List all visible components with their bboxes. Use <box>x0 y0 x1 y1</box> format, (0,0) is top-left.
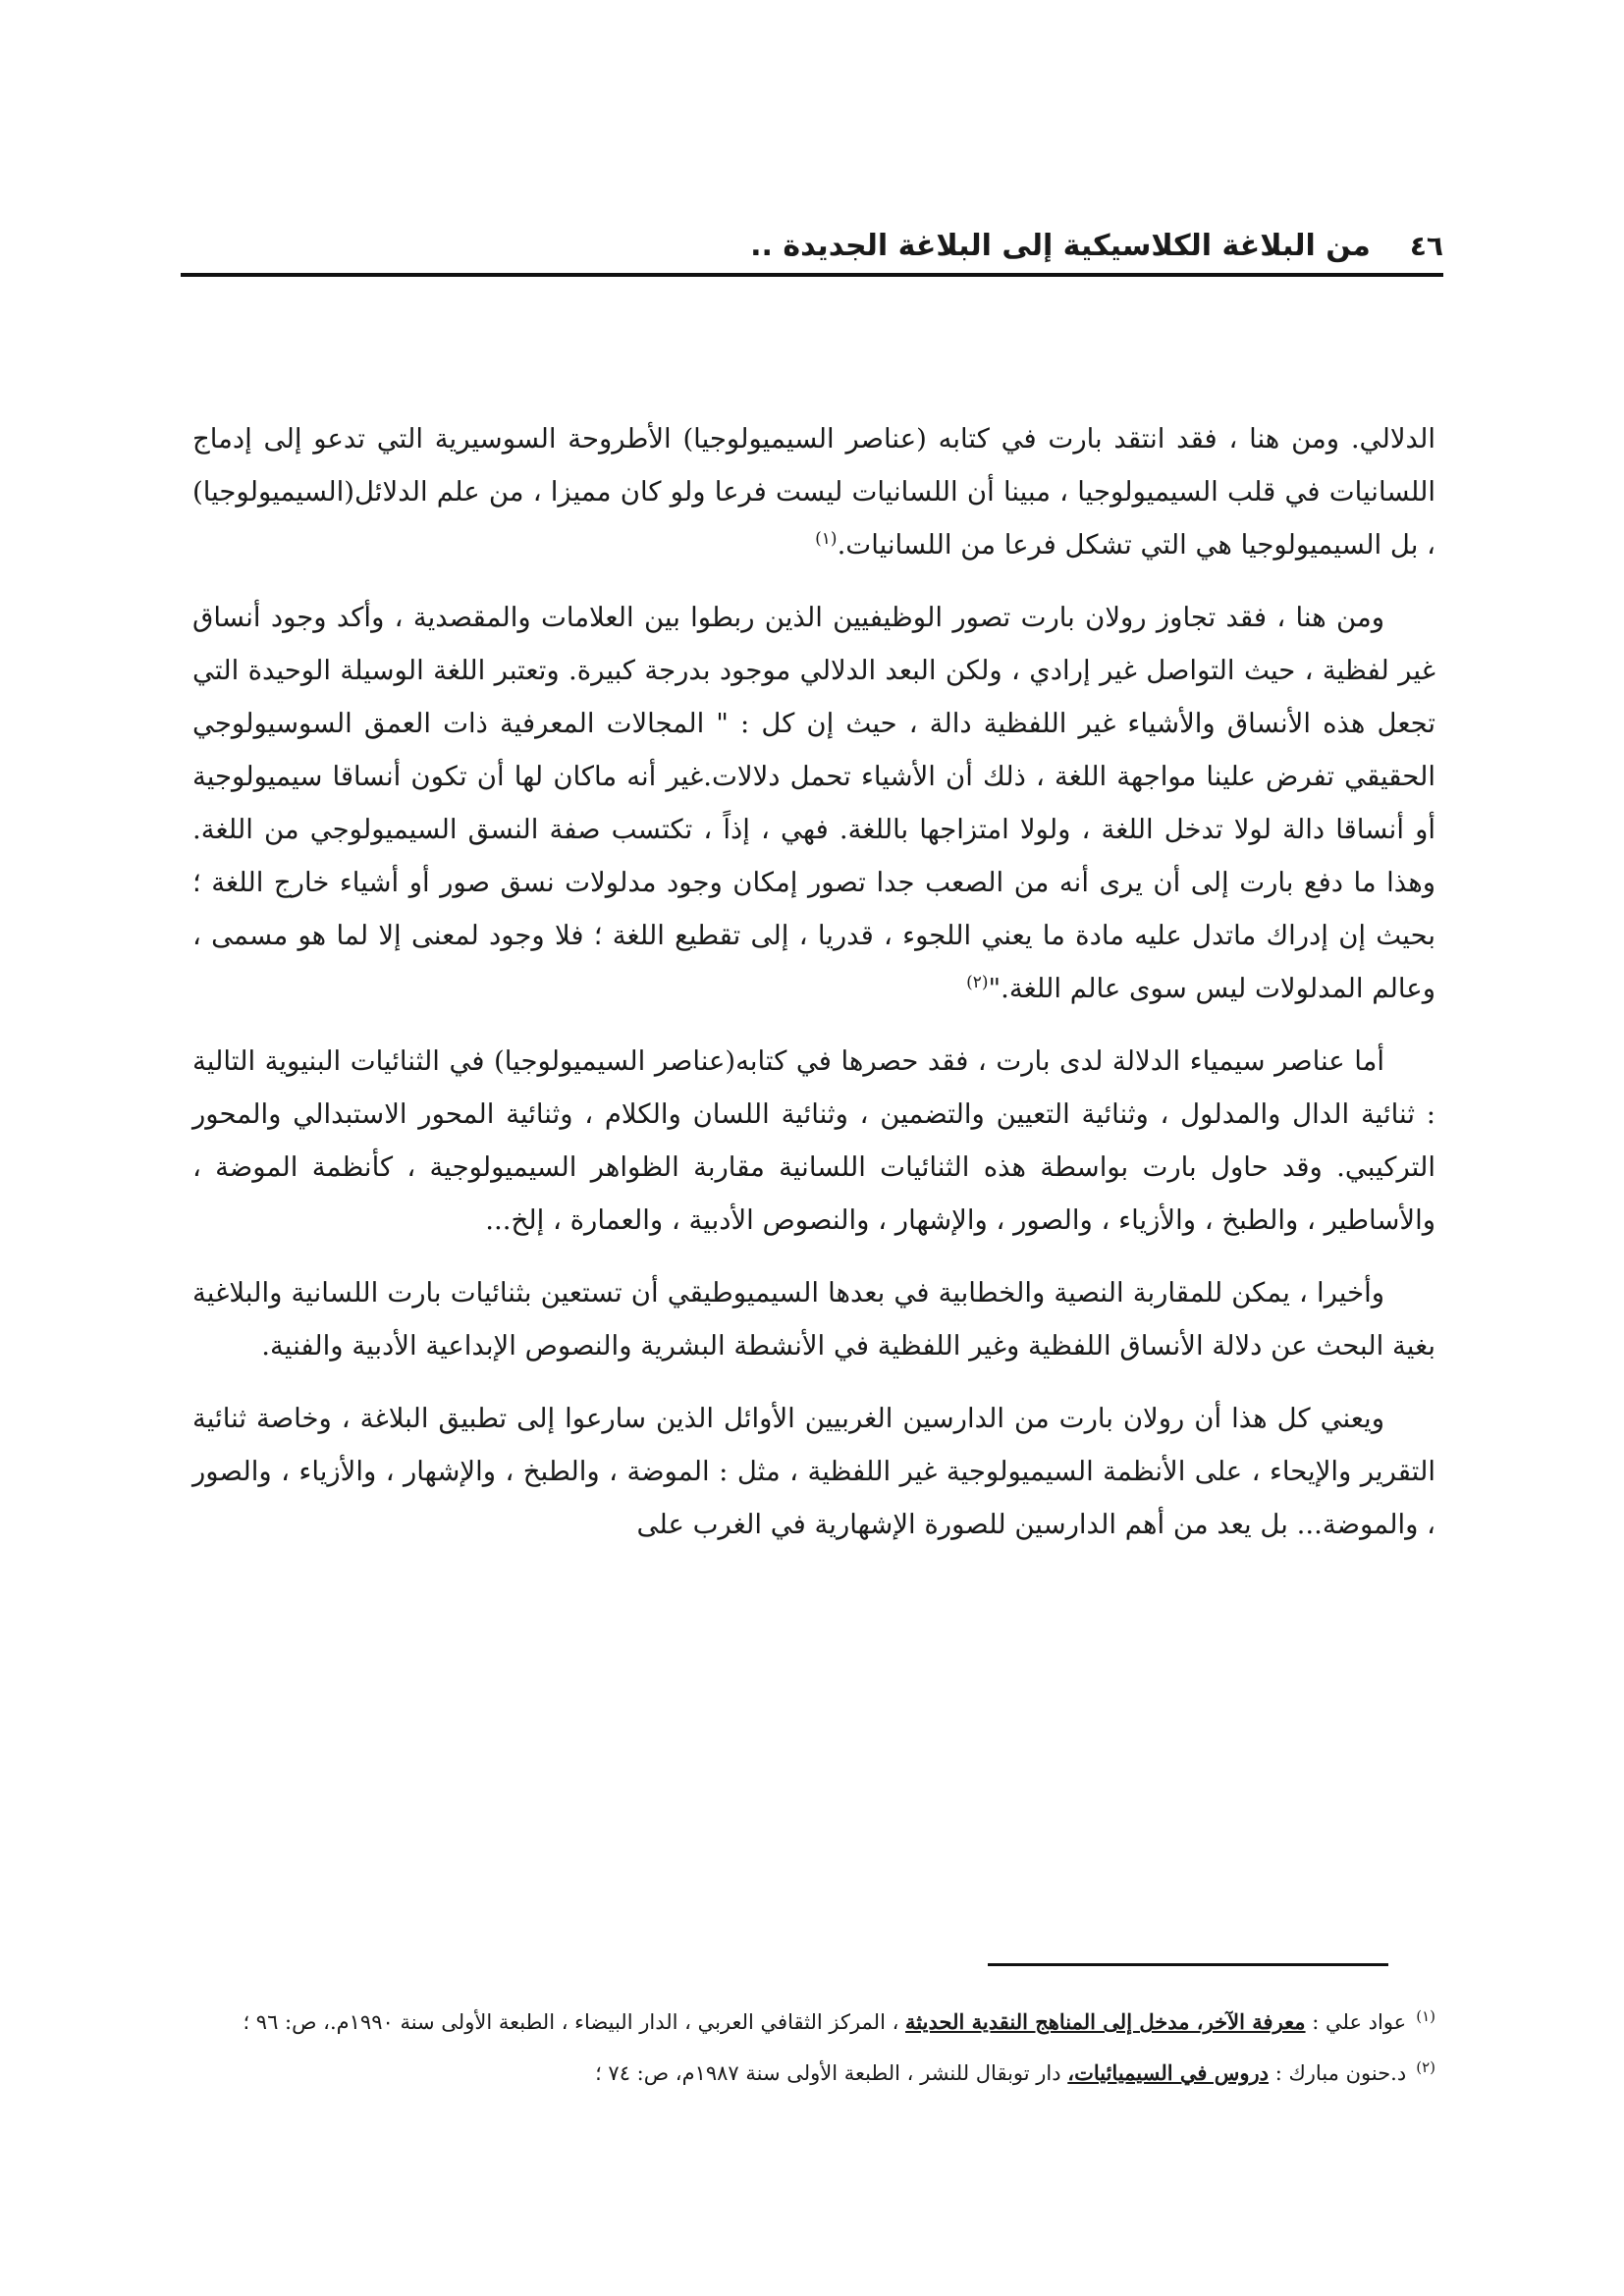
paragraph <box>192 412 1435 571</box>
body-text <box>192 412 1435 1571</box>
footnote-ref[interactable]: (٢) <box>966 972 989 992</box>
footnotes <box>192 2002 1435 2105</box>
footnote-number: (١) <box>1416 2007 1435 2025</box>
footnote-number: (٢) <box>1416 2058 1435 2076</box>
footnote-details: ، المركز الثقافي العربي ، الدار البيضاء ، الطبعة الأولى سنة ١٩٩٠م.، ص: ٩٦ ؛ <box>243 2010 899 2034</box>
paragraph-text: ويعني كل هذا أن رولان بارت من الدارسين الغربيين الأوائل الذين سارعوا إلى تطبيق البلاغة ، وخاصة ثنائية التقرير والإيحاء ، على الأنظمة السيميولوجية غير اللفظية ، مثل : الموضة ، والطبخ ، والإشهار ، والأزياء ، والصور ، والموضة... بل يعد من أهم الدارسين للصورة الإشهارية في الغرب على <box>192 1403 1435 1540</box>
page-header <box>181 218 1443 277</box>
footnote-book-title: معرفة الآخر، مدخل إلى المناهج النقدية الحديثة <box>905 2009 1306 2034</box>
footnote <box>192 2002 1435 2042</box>
footnote-author: د.حنون مبارك : <box>1274 2061 1407 2085</box>
page-number: ٤٦ <box>1409 229 1443 262</box>
paragraph-text: وأخيرا ، يمكن للمقاربة النصية والخطابية في بعدها السيميوطيقي أن تستعين بثنائيات بارت اللسانية والبلاغية بغية البحث عن دلالة الأنساق اللفظية وغير اللفظية في الأنشطة البشرية والنصوص الإبداعية الأدبية والفنية. <box>192 1277 1435 1362</box>
footnote-ref[interactable]: (١) <box>815 528 838 549</box>
footnote-author: عواد علي : <box>1312 2010 1407 2034</box>
paragraph <box>192 1035 1435 1247</box>
footnote-details: دار توبقال للنشر ، الطبعة الأولى سنة ١٩٨٧م، ص: ٧٤ ؛ <box>595 2061 1061 2085</box>
paragraph <box>192 591 1435 1015</box>
paragraph <box>192 1392 1435 1551</box>
paragraph-text: أما عناصر سيمياء الدلالة لدى بارت ، فقد حصرها في كتابه(عناصر السيميولوجيا) في الثنائيات البنيوية التالية : ثنائية الدال والمدلول ، وثنائية التعيين والتضمين ، وثنائية اللسان والكلام ، وثنائية المحور الاستبدالي والمحور التركيبي. وقد حاول بارت بواسطة هذه الثنائيات اللسانية مقاربة الظواهر السيميولوجية ، كأنظمة الموضة ، والأساطير ، والطبخ ، والأزياء ، والصور ، والإشهار ، والنصوص الأدبية ، والعمارة ، إلخ... <box>192 1045 1435 1236</box>
running-title: من البلاغة الكلاسيكية إلى البلاغة الجديدة .. <box>750 228 1371 263</box>
paragraph-text: ومن هنا ، فقد تجاوز رولان بارت تصور الوظيفيين الذين ربطوا بين العلامات والمقصدية ، وأكد وجود أنساق غير لفظية ، حيث التواصل غير إرادي ، ولكن البعد الدلالي موجود بدرجة كبيرة. وتعتبر اللغة الوسيلة الوحيدة التي تجعل هذه الأنساق والأشياء غير اللفظية دالة ، حيث إن كل : " المجالات المعرفية ذات العمق السوسيولوجي الحقيقي تفرض علينا مواجهة اللغة ، ذلك أن الأشياء تحمل دلالات.غير أنه ماكان لها أن تكون أنساقا سيميولوجية أو أنساقا دالة لولا تدخل اللغة ، ولولا امتزاجها باللغة. فهي ، إذاً ، تكتسب صفة النسق السيميولوجي من اللغة. وهذا ما دفع بارت إلى أن يرى أنه من الصعب جدا تصور إمكان وجود مدلولات نسق صور أو أشياء خارج اللغة ؛ بحيث إن إدراك ماتدل عليه مادة ما يعني اللجوء ، قدريا ، إلى تقطيع اللغة ؛ فلا وجود لمعنى إلا لما هو مسمى ، وعالم المدلولات ليس سوى عالم اللغة." <box>192 602 1435 1004</box>
paragraph <box>192 1266 1435 1372</box>
footnote <box>192 2054 1435 2093</box>
paragraph-text: الدلالي. ومن هنا ، فقد انتقد بارت في كتابه (عناصر السيميولوجيا) الأطروحة السوسيرية التي تدعو إلى إدماج اللسانيات في قلب السيميولوجيا ، مبينا أن اللسانيات ليست فرعا ولو كان مميزا ، من علم الدلائل(السيميولوجيا) ، بل السيميولوجيا هي التي تشكل فرعا من اللسانيات. <box>192 423 1435 561</box>
footnote-separator <box>988 1963 1388 1966</box>
footnote-book-title: دروس في السيميائيات، <box>1067 2060 1270 2085</box>
